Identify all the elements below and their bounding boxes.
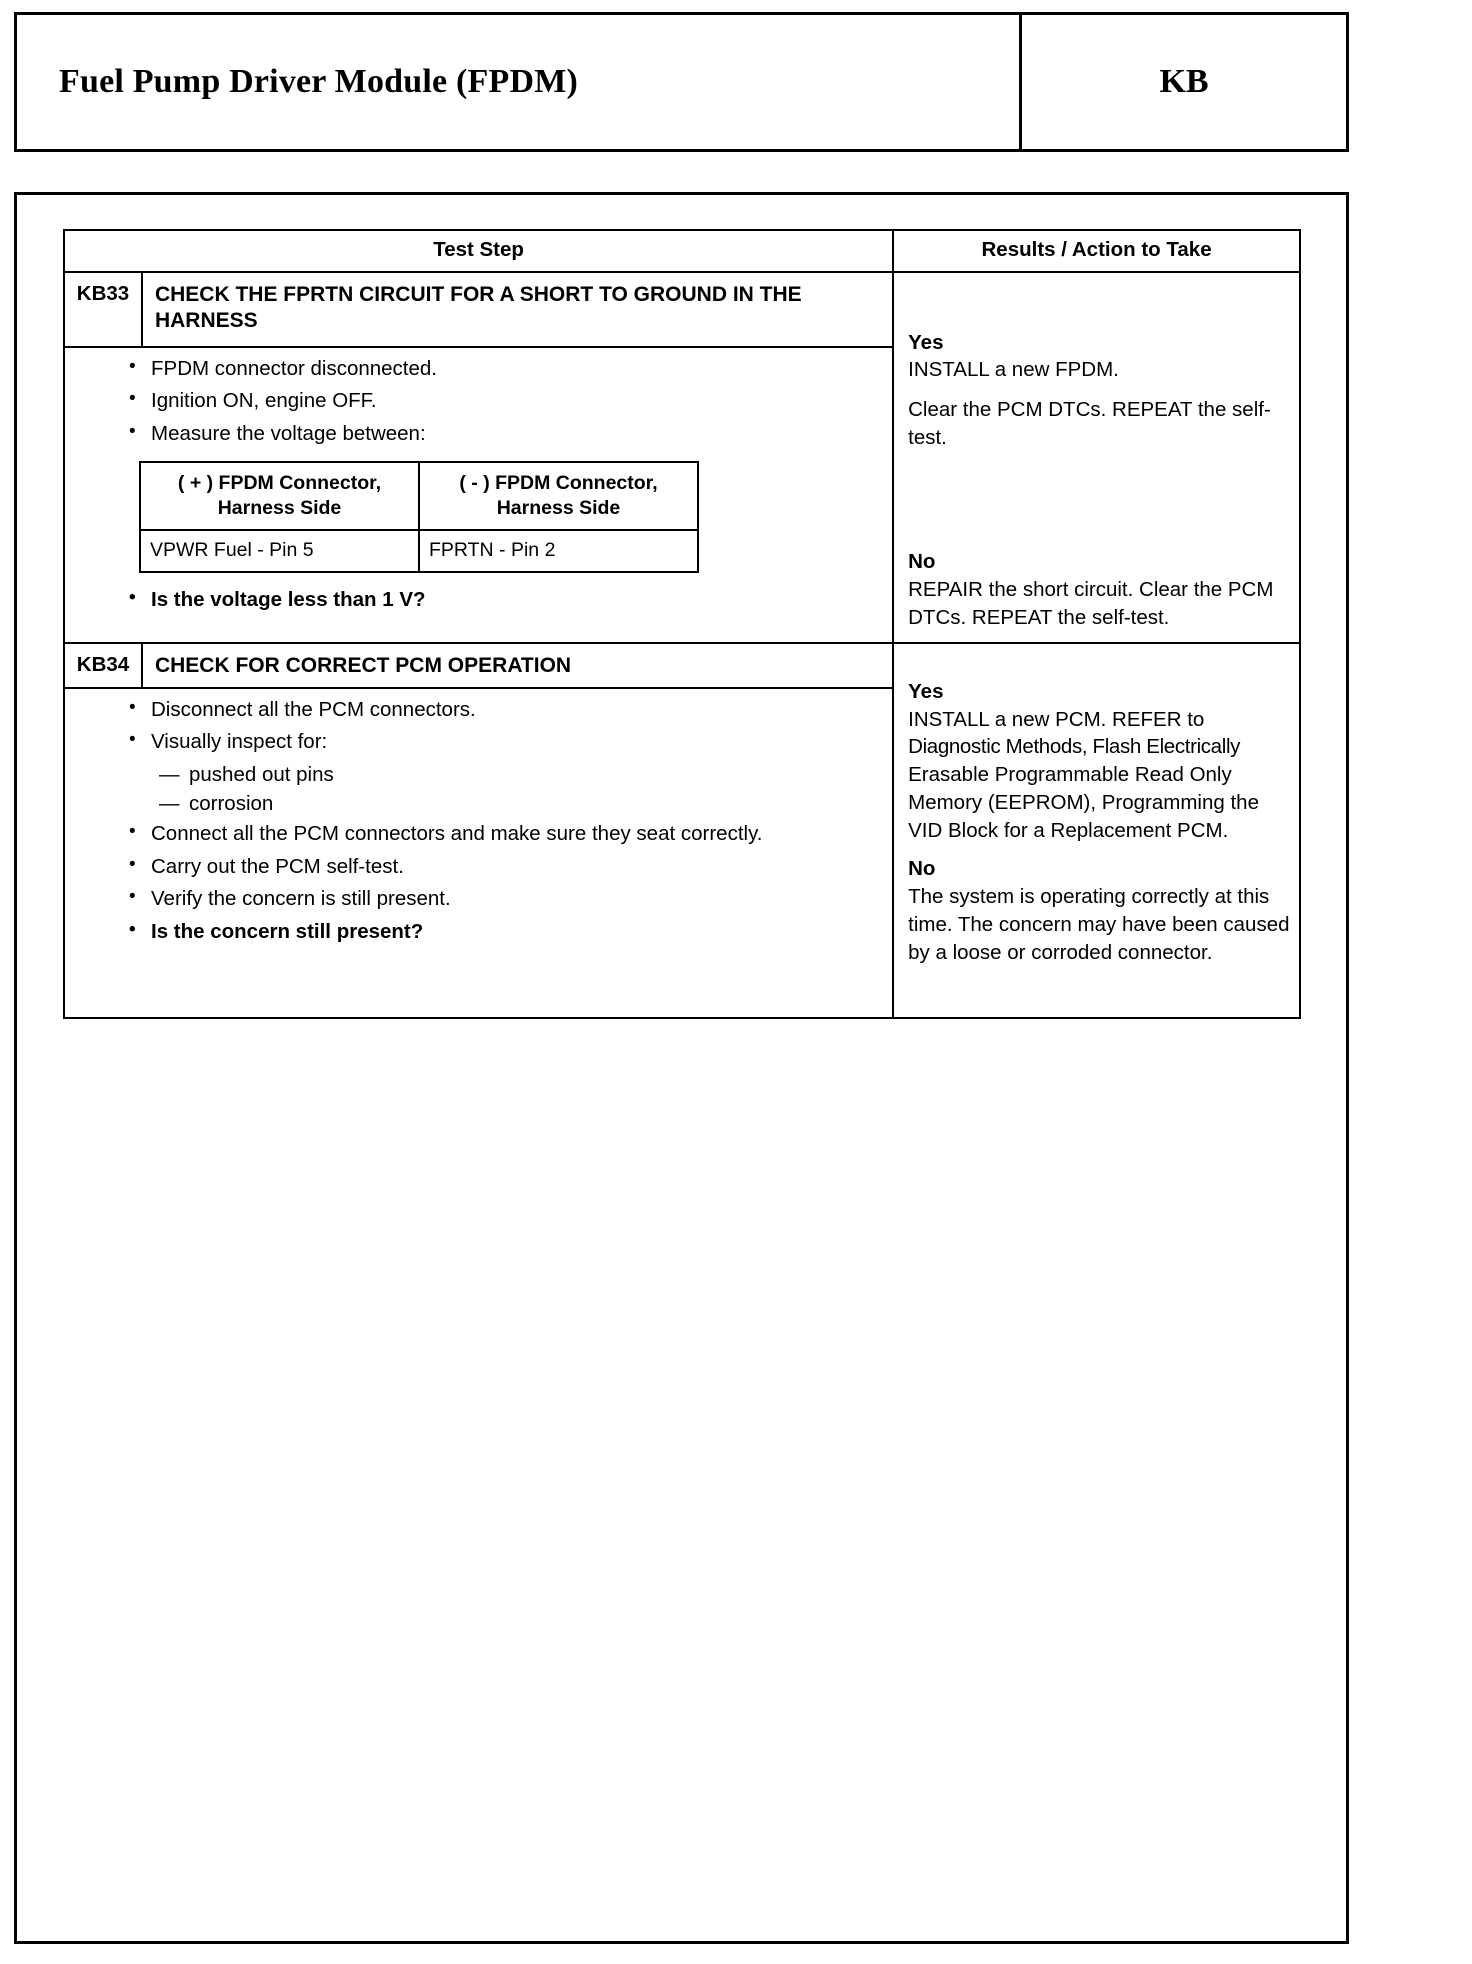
header-title-cell bbox=[17, 15, 1022, 149]
list-item: • Disconnect all the PCM connectors. bbox=[77, 697, 886, 724]
pin-table-cell-negative: FPRTN - Pin 2 bbox=[419, 530, 698, 571]
results-cell-kb33 bbox=[893, 272, 1300, 643]
list-item: • Measure the voltage between: bbox=[77, 421, 886, 448]
pin-table-cell-positive: VPWR Fuel - Pin 5 bbox=[140, 530, 419, 571]
result-yes-text-3: Erasable Programmable Read Only Memory (EEPROM), Programming the VID Block for a Replacement PCM. bbox=[908, 763, 1259, 843]
step-question-list bbox=[77, 587, 886, 614]
step-question-kb34: • Is the concern still present? bbox=[77, 919, 886, 946]
result-yes-text-2: Diagnostic Methods, Flash Electrically bbox=[908, 735, 1241, 759]
list-item: • Verify the concern is still present. bbox=[77, 886, 886, 913]
header-code-cell bbox=[1022, 15, 1346, 149]
result-yes-label: Yes bbox=[908, 330, 944, 354]
step-id-kb34: KB34 bbox=[64, 643, 142, 688]
result-yes-text-1: INSTALL a new FPDM. bbox=[908, 358, 1119, 382]
list-item: • Connect all the PCM connectors and make sure they seat correctly. bbox=[77, 821, 886, 848]
page-header bbox=[14, 12, 1349, 152]
step-bullet-list-a bbox=[77, 697, 886, 756]
step-title-kb34: CHECK FOR CORRECT PCM OPERATION bbox=[142, 643, 893, 688]
table-row bbox=[64, 272, 1300, 347]
step-body-kb33 bbox=[64, 347, 893, 643]
step-id-kb33: KB33 bbox=[64, 272, 142, 347]
result-yes-text-2: Clear the PCM DTCs. REPEAT the self-test. bbox=[908, 398, 1271, 450]
list-item: • Visually inspect for: bbox=[77, 729, 886, 756]
result-yes-label: Yes bbox=[908, 679, 944, 703]
result-no-text: The system is operating correctly at this time. The concern may have been caused by a loose or corroded connector. bbox=[908, 884, 1290, 964]
step-body-kb34 bbox=[64, 688, 893, 1018]
step-bullet-list bbox=[77, 356, 886, 448]
pin-table-header-negative: ( - ) FPDM Connector, Harness Side bbox=[419, 462, 698, 530]
list-item: • Carry out the PCM self-test. bbox=[77, 854, 886, 881]
step-question-kb33: • Is the voltage less than 1 V? bbox=[77, 587, 886, 614]
pin-reference-table bbox=[139, 461, 699, 572]
list-item: — corrosion bbox=[77, 791, 886, 818]
result-no-label: No bbox=[908, 856, 936, 880]
list-item: • FPDM connector disconnected. bbox=[77, 356, 886, 383]
list-item: • Ignition ON, engine OFF. bbox=[77, 388, 886, 415]
results-cell-kb34 bbox=[893, 643, 1300, 1018]
table-row bbox=[64, 643, 1300, 688]
column-header-results: Results / Action to Take bbox=[893, 230, 1300, 272]
step-title-kb33: CHECK THE FPRTN CIRCUIT FOR A SHORT TO GROUND IN THE HARNESS bbox=[142, 272, 893, 347]
table-header-row bbox=[64, 230, 1300, 272]
step-bullet-list-b bbox=[77, 821, 886, 946]
column-header-test-step: Test Step bbox=[64, 230, 893, 272]
diagnostic-test-table bbox=[63, 229, 1301, 1019]
result-no-text: REPAIR the short circuit. Clear the PCM DTCs. REPEAT the self-test. bbox=[908, 577, 1274, 629]
page-title: Fuel Pump Driver Module (FPDM) bbox=[59, 63, 579, 100]
result-no-label: No bbox=[908, 550, 936, 574]
list-item: — pushed out pins bbox=[77, 762, 886, 789]
pin-table-header-positive: ( + ) FPDM Connector, Harness Side bbox=[140, 462, 419, 530]
result-yes-text-1: INSTALL a new PCM. REFER to bbox=[908, 707, 1205, 731]
page-body-frame bbox=[14, 192, 1349, 1944]
section-code: KB bbox=[1159, 63, 1209, 100]
table-row bbox=[140, 530, 698, 571]
table-row bbox=[140, 462, 698, 530]
inspect-dash-list bbox=[77, 762, 886, 817]
